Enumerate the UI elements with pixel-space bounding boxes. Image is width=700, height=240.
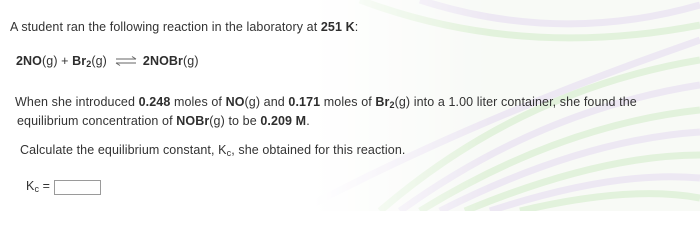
intro-prefix: A student ran the following reaction in the laboratory at	[10, 20, 321, 34]
reactant2: $Br_2$	[72, 54, 92, 69]
product-phase: (g)	[183, 54, 199, 68]
br2-moles: 0.171	[288, 95, 321, 109]
answer-row	[26, 179, 101, 195]
reaction-equation	[16, 54, 199, 68]
intro-suffix: :	[354, 20, 359, 34]
given-sentence-2: equilibrium concentration of NOBr(g) to be 0.209 M.	[17, 114, 310, 128]
temperature-value: 251 K	[320, 20, 355, 34]
br2-species: $Br_2$	[375, 95, 395, 110]
nobr-species: NOBr	[176, 114, 210, 128]
equilibrium-arrow-icon	[115, 56, 137, 66]
no-species: NO	[225, 95, 245, 109]
given-sentence-1: When she introduced 0.248 moles of NO(g) and 0.171 moles of $Br_2(g)$ into a 1.00 liter container, she found the	[15, 95, 637, 110]
product: 2NOBr	[142, 54, 184, 68]
reactant2-phase: (g)	[91, 54, 107, 68]
kc-answer-input[interactable]	[54, 180, 101, 195]
intro-sentence	[10, 20, 358, 34]
no-moles: 0.248	[138, 95, 171, 109]
question-sentence: Calculate the equilibrium constant, $K_c$, she obtained for this reaction.	[20, 143, 406, 158]
plus-sign: +	[57, 54, 73, 68]
nobr-concentration: 0.209 M	[260, 114, 307, 128]
reactant1: 2NO	[16, 54, 43, 68]
reactant1-phase: (g)	[42, 54, 58, 68]
answer-label: $K_c$ =	[26, 179, 51, 194]
